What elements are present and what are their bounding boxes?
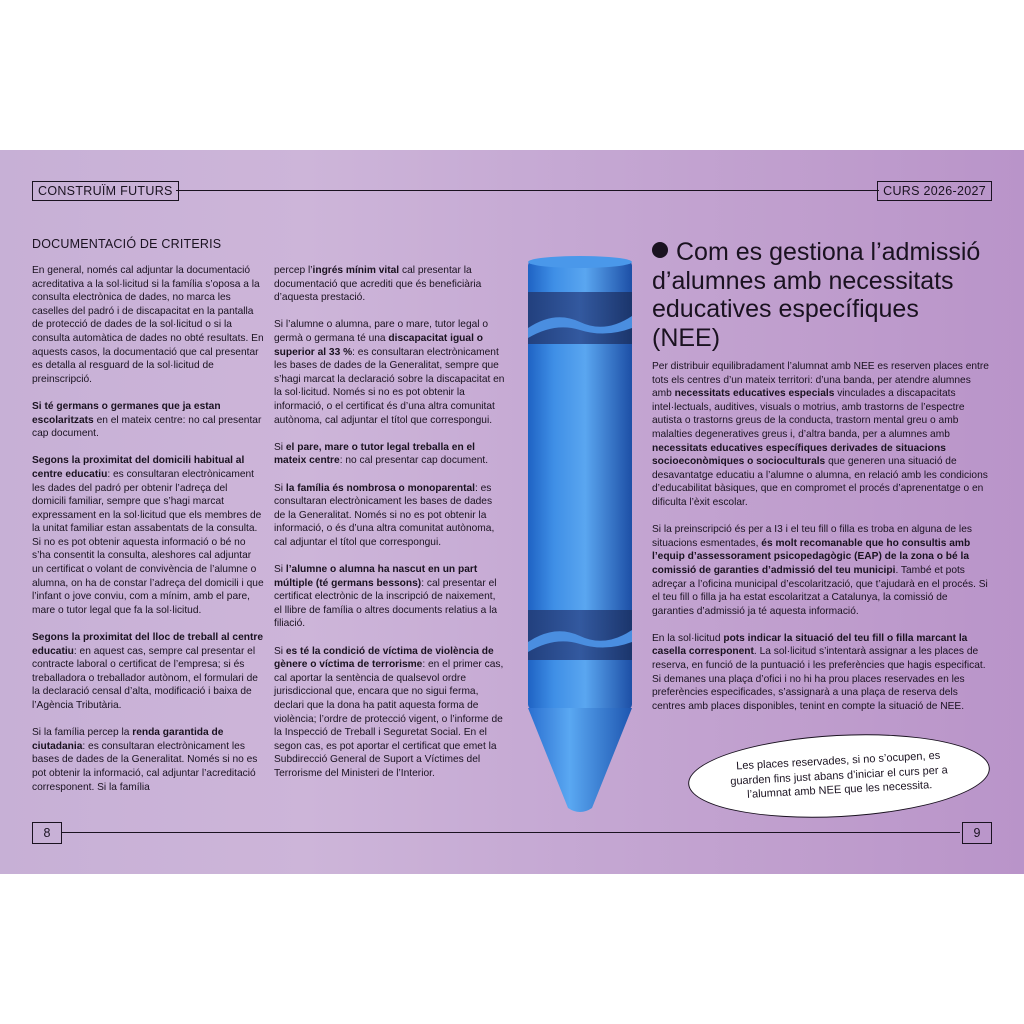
text: Per distribuir equilibradament l’alumnat amb NEE es reserven places entre tots els centres d’un mateix territori: d’una banda, per atendre alumnes amb: [652, 361, 989, 400]
text: : en el primer cas, cal aportar la sentència de qualsevol ordre jurisdiccional que, encara que no sigui ferma, declari que la dona ha patit aquesta forma de violència; l’ordre de protecció vigent, o l’informe de la Inspecció de Treball i Seguretat Social. En el segon cas, es pot aportar el certificat que emet la Subdirecció General de Suport a Víctimes del Terrorisme del Ministeri de l’Interior.: [274, 659, 504, 779]
section-title: DOCUMENTACIÓ DE CRITERIS: [32, 237, 222, 251]
left-col2-paragraph: [274, 482, 506, 550]
bold-text: Si té germans o germanes que ja estan escolaritzats: [32, 400, 221, 426]
page-number-left: 8: [32, 822, 62, 844]
text: cal presentar la documentació que acrediti que és beneficiària d’aquesta prestació.: [274, 265, 482, 304]
text: : en aquest cas, sempre cal presentar el contracte laboral o certificat de l’empresa; si és treballadora o treballador autònom, el formulari de la declaració censal d’alta, modificació i baixa de l’Agència Tributària.: [32, 645, 258, 711]
right-body-paragraph: [652, 632, 992, 714]
left-col1-paragraph: [32, 631, 264, 713]
text: Si la família percep la: [32, 727, 133, 739]
right-body-text: [652, 360, 992, 727]
left-col2-paragraph: [274, 264, 506, 305]
bold-text: ingrés mínim vital: [312, 265, 400, 276]
text: Si: [274, 564, 286, 576]
header-right-label: CURS 2026-2027: [877, 181, 992, 201]
left-col2-paragraph: [274, 645, 506, 781]
text: . També et pots adreçar a l’oficina municipal d’escolarització, que t’ajudarà en el procés. Si el teu fill o filla ja ha estat escolaritzat a Catalunya, la comissió de garanties d’admissió ja té aquesta informació.: [652, 564, 988, 617]
left-col2-paragraph: [274, 563, 506, 631]
bold-text: Segons la proximitat del domicili habitual al centre educatiu: [32, 455, 245, 480]
text: en el mateix centre: no cal presentar cap document.: [32, 414, 262, 440]
bold-text: l’alumne o alumna ha nascut en un part múltiple (té germans bessons): [274, 564, 478, 589]
text: Si: [274, 645, 286, 657]
text: : es consultaran electrònicament les bases de dades de la Generalitat, sempre que s’hagi marcat la declaració sobre la discapacitat en la sol·licitud. Només si no es pot obtenir la informació, o el certificat és d’una altra comunitat autònoma, cal adjuntar el títol que correspongui.: [274, 346, 505, 426]
header-rule: [176, 190, 879, 191]
bold-text: necessitats educatives específiques derivades de situacions socioeconòmiques o socioculturals: [652, 442, 946, 468]
bold-text: la família és nombrosa o monoparental: [285, 482, 475, 494]
bold-text: necessitats educatives especials: [674, 388, 835, 400]
callout-text: Les places reservades, si no s’ocupen, es guarden fins just abans d’iniciar el curs per a l’alumnat amb NEE que les necessita.: [729, 749, 948, 802]
left-column-1: [32, 264, 264, 808]
bold-text: és molt recomanable que ho consultis amb l’equip d’assessorament psicopedagògic (EAP) de la zona o bé la comissió de garanties d’admissió del teu municipi: [652, 537, 971, 576]
bold-text: discapacitat igual o superior al 33 %: [274, 332, 483, 358]
text: : es consultaran electrònicament les bases de dades de la Generalitat. Només si no es pot obtenir la informació, cal adjuntar l’acreditació corresponent. Si la família: [32, 740, 258, 793]
text: que generen una situació de desavantatge educatiu a l’alumne o alumna, en relació amb les condicions d’educabilitat bàsiques, que en compromet el procés d’aprenentatge o en dificulta l’èxit escolar.: [652, 456, 988, 508]
text: : cal presentar el certificat electrònic de la inscripció de naixement, el llibre de família o altres documents relatius a la filiació.: [274, 577, 498, 630]
text: percep l’: [274, 265, 313, 276]
text: En general, només cal adjuntar la documentació acreditativa a la sol·licitud si la família s’oposa a la consulta electrònica de dades, no marca les caselles del padró i de discapacitat en la pantalla de protecció de dades de la sol·licitud o si la consulta automàtica de dades no obté resultats. En aquests casos, la documentació que cal presentar es detalla al resguard de la sol·licitud de preinscripció.: [32, 265, 264, 385]
left-col1-paragraph: [32, 726, 264, 794]
text: vinculades a discapacitats intel·lectuals, auditives, visuals o motrius, amb trastorns de l’espectre autista o trastorns greus de la conducta, trastorn mental greu o amb malalties degeneratives greus i, d’altra banda, per a alumnes amb: [652, 388, 965, 440]
text: : no cal presentar cap document.: [339, 455, 489, 467]
left-col2-paragraph: [274, 318, 506, 427]
left-column-2: [274, 264, 506, 794]
bold-text: es té la condició de víctima de violència de gènere o víctima de terrorisme: [274, 645, 494, 671]
footer-rule: [62, 832, 960, 833]
text: : es consultaran electrònicament les bases de dades de la Generalitat. Només si no es pot obtenir la informació, o és d’una altra comunitat autònoma, cal adjuntar el títol que correspongui.: [274, 482, 495, 548]
bold-text: renda garantida de ciutadania: [32, 727, 224, 752]
left-col1-paragraph: [32, 454, 264, 617]
bullet-dot-icon: [652, 242, 668, 258]
left-col2-paragraph: [274, 441, 506, 468]
page-spread: [0, 150, 1024, 874]
right-page-title-text: Com es gestiona l’admissió d’alumnes amb necessitats educatives específiques (NEE): [652, 238, 981, 352]
text: Si la preinscripció és per a I3 i el teu fill o filla es troba en alguna de les situacions esmentades,: [652, 524, 972, 549]
callout-bubble: [686, 727, 992, 825]
text: : es consultaran electrònicament les dades del padró per obtenir l’adreça del domicili familiar, sempre que s’hagi marcat expressament en la sol·licitud que els membres de la unitat familiar estan assabentats de la consulta. Si no es pot obtenir aquesta informació o bé no s’ha consentit la consulta, aleshores cal adjuntar un certificat o volant de convivència de l’alumne o alumna, on ha de constar l’adreça del domicili i que l’infant o jove conviu, com a mínim, amb el pare, mare o tutor legal que fa la sol·licitud.: [32, 468, 264, 616]
left-col1-paragraph: [32, 264, 264, 386]
text: En la sol·licitud: [652, 632, 724, 644]
blue-crayon-illustration: [510, 250, 650, 820]
page-number-right: 9: [962, 822, 992, 844]
bold-text: pots indicar la situació del teu fill o filla marcant la casella corresponent: [652, 632, 968, 658]
bold-text: el pare, mare o tutor legal treballa en el mateix centre: [274, 441, 475, 467]
bold-text: Segons la proximitat del lloc de treball al centre educatiu: [32, 632, 263, 657]
text: Si l’alumne o alumna, pare o mare, tutor legal o germà o germana té una: [274, 319, 489, 344]
right-page-title: [652, 238, 992, 352]
right-body-paragraph: [652, 523, 992, 618]
header-left-label: CONSTRUÏM FUTURS: [32, 181, 179, 201]
text: Si: [274, 441, 286, 453]
left-col1-paragraph: [32, 400, 264, 441]
right-body-paragraph: [652, 360, 992, 510]
text: . La sol·licitud s’intentarà assignar a les places de reserva, en funció de la puntuació i les preferències que hagis especificat. Si demanes una plaça d’ofici i no hi ha prou places reservades en les preferències especificades, s’assignarà a una plaça de reserva dels centres amb places disponibles, tenint en compte la situació de NEE.: [652, 646, 986, 712]
text: Si: [274, 482, 286, 494]
